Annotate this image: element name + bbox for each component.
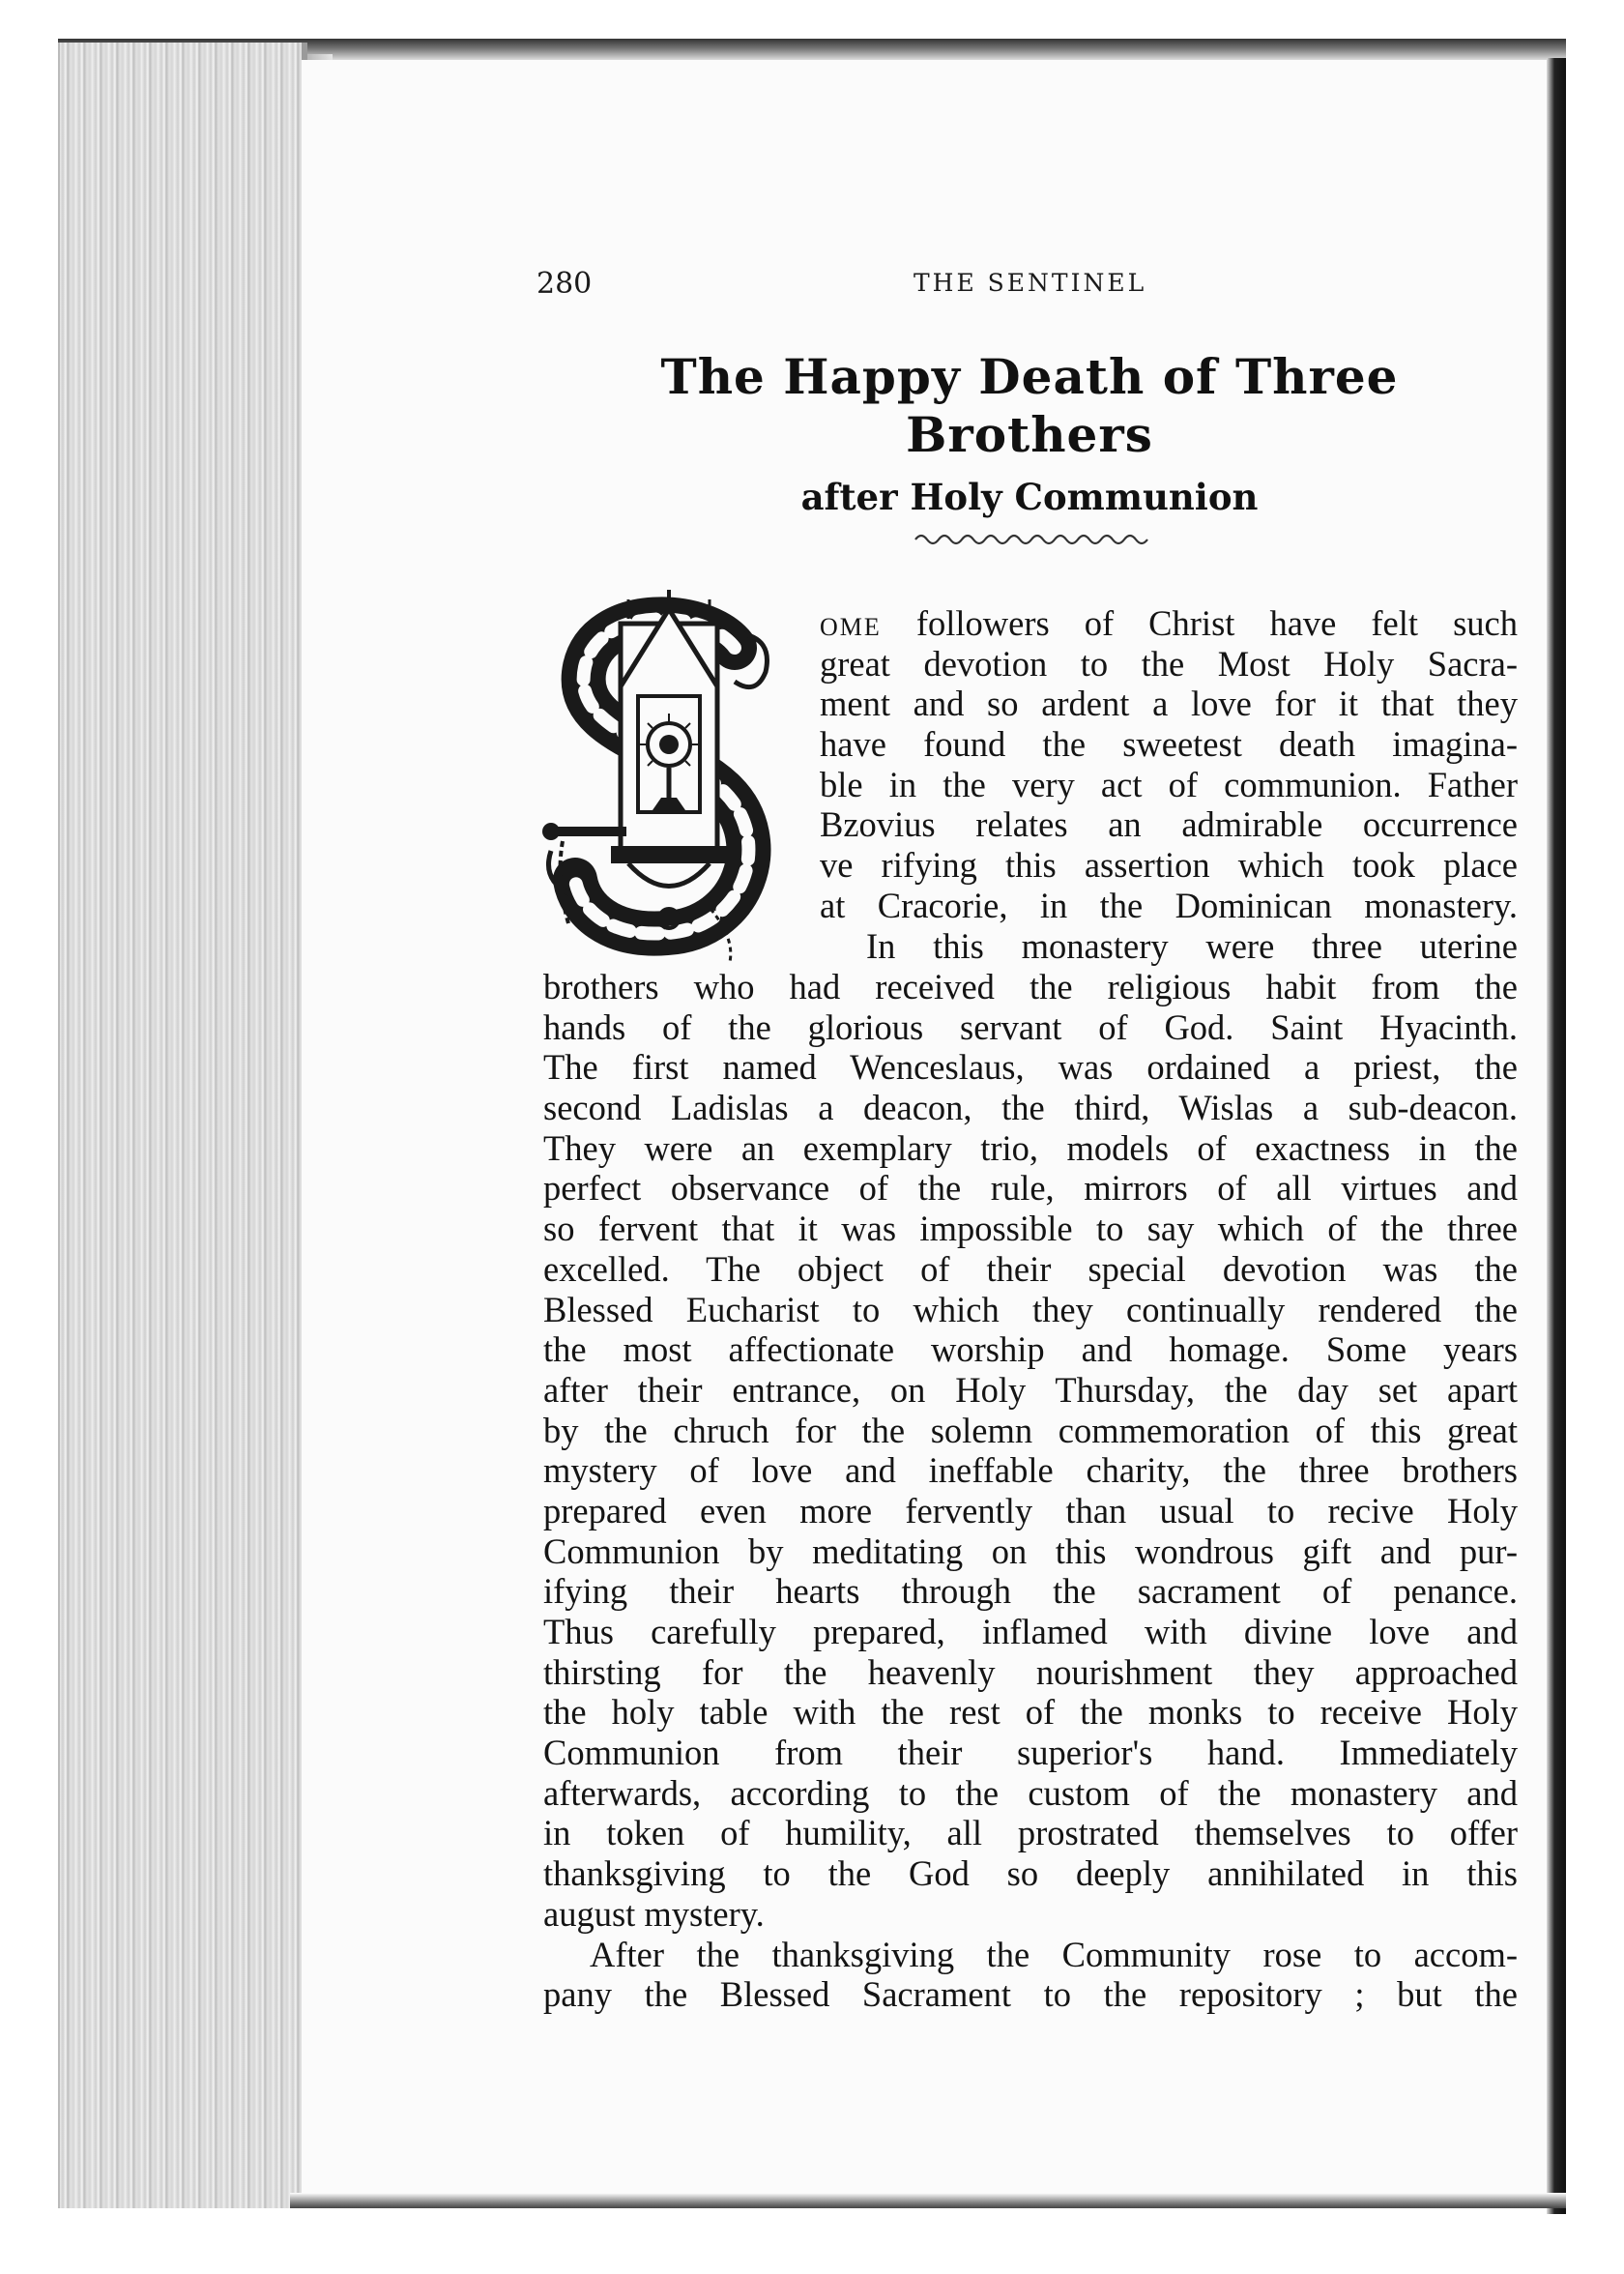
running-head <box>536 267 1513 306</box>
text-line: after their entrance, on Holy Thursday, the day set apart <box>543 1369 1518 1410</box>
text-line: Communion from their superior's hand. Immediately <box>543 1733 1518 1773</box>
text-line: In this monastery were three uterine <box>866 925 1518 966</box>
text-line: prepared even more fervently than usual to recive Holy <box>543 1490 1518 1531</box>
wavy-rule-ornament-icon <box>914 530 1155 549</box>
running-title: THE SENTINEL <box>914 269 1147 297</box>
text-line: afterwards, according to the custom of the monastery and <box>543 1772 1518 1813</box>
text-line: so fervent that it was impossible to say which of the three <box>543 1209 1518 1249</box>
text-line: ifying their hearts through the sacrament of penance. <box>543 1571 1518 1612</box>
text-line: great devotion to the Most Holy Sacra- <box>820 643 1518 684</box>
text-line: second Ladislas a deacon, the third, Wislas a sub-deacon. <box>543 1088 1518 1128</box>
page-number: 280 <box>536 267 593 301</box>
article-title <box>541 348 1518 522</box>
text-line: ve rifying this assertion which took place <box>820 845 1518 886</box>
text-line: the most affectionate worship and homage. Some years <box>543 1329 1518 1370</box>
full-width-paragraph <box>543 967 1518 2015</box>
text-line: After the thanksgiving the Community rose to accom- <box>590 1934 1518 1974</box>
text-line: thanksgiving to the God so deeply annihilated in this <box>543 1853 1518 1894</box>
text-line: They were an exemplary trio, models of exactness in the <box>543 1127 1518 1168</box>
text-line: excelled. The object of their special devotion was the <box>543 1248 1518 1289</box>
text-line: OME followers of Christ have felt such <box>820 603 1518 643</box>
dropcap-continuation: OME <box>820 613 882 641</box>
text-line: ble in the very act of communion. Father <box>820 764 1518 804</box>
title-line-2: after Holy Communion <box>800 476 1259 518</box>
text-line: mystery of love and ineffable charity, the three brothers <box>543 1450 1518 1491</box>
text-line: ment and so ardent a love for it that they <box>820 684 1518 724</box>
text-line: at Cracorie, in the Dominican monastery. <box>820 885 1518 925</box>
decorated-initial-s-icon <box>541 590 802 967</box>
text-line: Communion by meditating on this wondrous gift and pur- <box>543 1531 1518 1571</box>
text-line: hands of the glorious servant of God. Saint Hyacinth. <box>543 1006 1518 1047</box>
wrapped-paragraph <box>820 603 1518 966</box>
text-line: have found the sweetest death imagina- <box>820 724 1518 765</box>
title-line-1: The Happy Death of Three Brothers <box>660 348 1399 463</box>
right-page-edge <box>1547 58 1566 2214</box>
text-line: in token of humility, all prostrated themselves to offer <box>543 1813 1518 1853</box>
text-line: pany the Blessed Sacrament to the repository ; but the <box>543 1974 1518 2015</box>
text-line: thirsting for the heavenly nourishment they approached <box>543 1651 1518 1692</box>
bottom-page-shadow <box>290 2193 1566 2208</box>
text-line: by the chruch for the solemn commemoration of this great <box>543 1410 1518 1450</box>
stacked-page-edges <box>58 43 307 2208</box>
text-line: brothers who had received the religious habit from the <box>543 967 1518 1006</box>
text-line: perfect observance of the rule, mirrors of all virtues and <box>543 1168 1518 1209</box>
text-line: Bzovius relates an admirable occurrence <box>820 804 1518 845</box>
text-line: Blessed Eucharist to which they continually rendered the <box>543 1289 1518 1329</box>
text-line: Thus carefully prepared, inflamed with divine love and <box>543 1612 1518 1651</box>
text-line: The first named Wenceslaus, was ordained a priest, the <box>543 1047 1518 1088</box>
text-line: august mystery. <box>543 1893 765 1934</box>
text-line: the holy table with the rest of the monks to receive Holy <box>543 1692 1518 1733</box>
